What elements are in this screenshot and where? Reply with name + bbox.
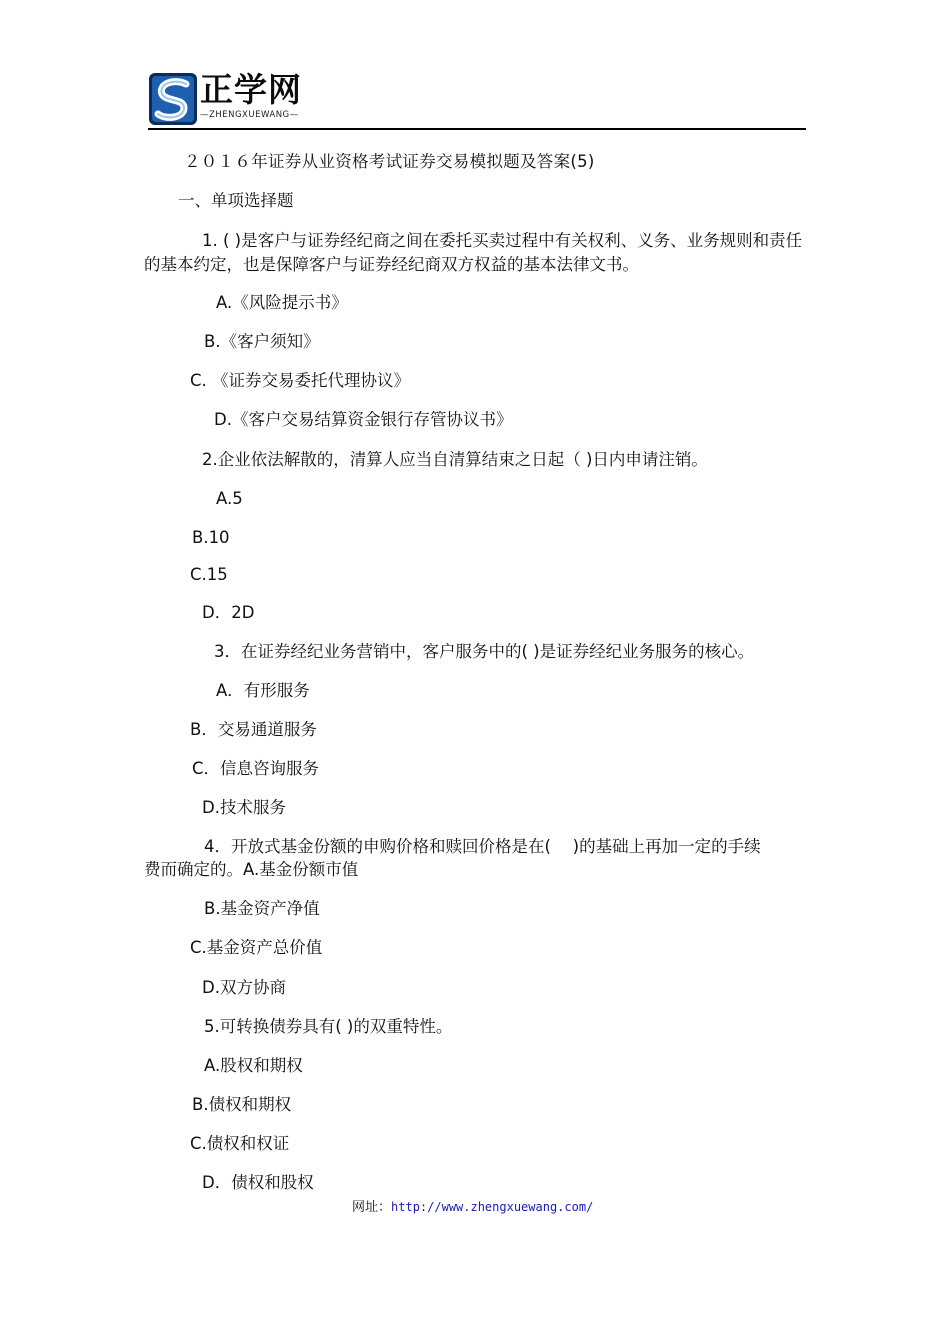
q1-option-c: C. 《证券交易委托代理协议》 — [190, 371, 411, 390]
q1-option-d: D.《客户交易结算资金银行存管协议书》 — [214, 410, 513, 429]
q2-option-b: B.10 — [192, 528, 230, 547]
q1-option-b: B.《客户须知》 — [204, 332, 320, 351]
footer-url-link[interactable]: http://www.zhengxuewang.com/ — [391, 1200, 594, 1214]
footer-label: 网址： — [352, 1200, 392, 1215]
q2-option-c: C.15 — [190, 565, 228, 584]
q4-option-c: C.基金资产总价值 — [190, 938, 323, 957]
section-heading: 一、单项选择题 — [178, 191, 294, 210]
q5-option-b: B.债权和期权 — [192, 1095, 292, 1114]
logo-text: 正学网 — [200, 70, 302, 109]
question-5: 5.可转换债券具有( )的双重特性。 — [204, 1017, 453, 1036]
question-2: 2.企业依法解散的，清算人应当自清算结束之日起（ )日内申请注销。 — [202, 450, 708, 469]
q1-option-a: A.《风险提示书》 — [216, 293, 348, 312]
page-footer — [352, 1196, 593, 1215]
question-3: 3．在证券经纪业务营销中，客户服务中的( )是证券经纪业务服务的核心。 — [214, 642, 755, 661]
q5-option-a: A.股权和期权 — [204, 1056, 303, 1075]
q2-option-d: D．2D — [202, 603, 255, 622]
q3-option-d: D.技术服务 — [202, 798, 286, 817]
q4-option-b: B.基金资产净值 — [204, 899, 320, 918]
q5-option-d: D．债权和股权 — [202, 1173, 314, 1192]
q4-option-d: D.双方协商 — [202, 978, 286, 997]
q5-option-c: C.债权和权证 — [190, 1134, 290, 1153]
question-4-line-2: 费而确定的。A.基金份额市值 — [144, 860, 359, 879]
question-1: 1. ( )是客户与证券经纪商之间在委托买卖过程中有关权利、义务、业务规则和责任的基本约定，也是保障客户与证券经纪商双方权益的基本法律文书。 — [144, 231, 803, 274]
logo-s-icon — [148, 72, 198, 126]
q3-option-c: C．信息咨询服务 — [192, 759, 320, 778]
q3-option-b: B．交易通道服务 — [190, 720, 317, 739]
logo-subtext: —ZHENGXUEWANG— — [200, 110, 299, 120]
question-4-line-1: 4．开放式基金份额的申购价格和赎回价格是在( )的基础上再加一定的手续 — [204, 837, 761, 856]
header-divider — [148, 128, 806, 130]
q3-option-a: A．有形服务 — [216, 681, 310, 700]
q2-option-a: A.5 — [216, 489, 243, 508]
document-title: ２０１６年证券从业资格考试证券交易模拟题及答案(5) — [184, 152, 595, 171]
site-logo[interactable] — [148, 72, 323, 128]
